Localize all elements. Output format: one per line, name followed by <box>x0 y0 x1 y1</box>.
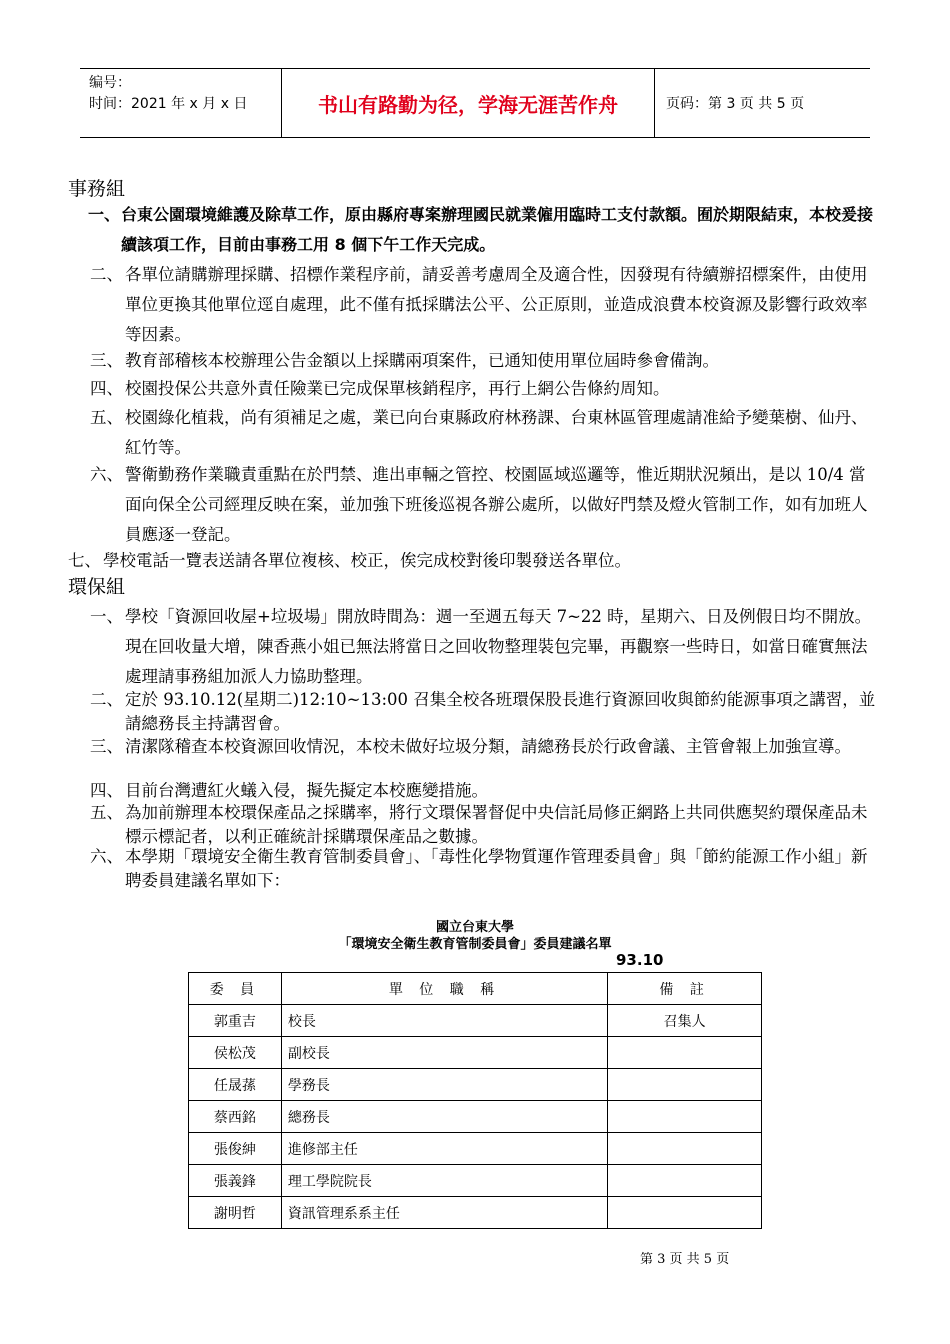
member-name: 張義鋒 <box>189 1165 282 1197</box>
page-header <box>80 68 870 138</box>
affairs-item-2 <box>90 260 880 350</box>
member-note <box>608 1165 762 1197</box>
item-text: 警衛勤務作業職責重點在於門禁、進出車輛之管控、校園區域巡邏等，惟近期狀況頻出，是以 10/4 當面向保全公司經理反映在案，並加強下班後巡視各辦公處所，以做好門禁及燈火管制工作，如有加班人員應逐一登記。 <box>125 465 868 544</box>
member-unit: 資訊管理系系主任 <box>281 1197 607 1229</box>
table-row <box>189 1069 762 1101</box>
item-text: 台東公園環境維護及除草工作，原由縣府專案辦理國民就業僱用臨時工支付款額。囿於期限結束，本校爰接續該項工作，目前由事務工用 8 個下午工作天完成。 <box>121 205 874 254</box>
item-number: 五、 <box>90 408 123 427</box>
member-name: 侯松茂 <box>189 1037 282 1069</box>
env-item-5 <box>90 801 880 849</box>
item-number: 一、 <box>90 607 123 626</box>
item-number: 四、 <box>90 781 123 800</box>
table-title: 「環境安全衛生教育管制委員會」委員建議名單 <box>338 937 612 952</box>
member-unit: 理工學院院長 <box>281 1165 607 1197</box>
env-item-4 <box>90 779 880 803</box>
item-text: 校園綠化植栽，尚有須補足之處，業已向台東縣政府林務課、台東林區管理處請准給予變葉樹、仙丹、紅竹等。 <box>125 408 868 457</box>
table-org: 國立台東大學 <box>435 920 514 935</box>
affairs-item-1 <box>88 200 878 260</box>
item-text: 教育部稽核本校辦理公告金額以上採購兩項案件，已通知使用單位屆時參會備詢。 <box>125 351 719 370</box>
member-note <box>608 1133 762 1165</box>
env-item-6 <box>90 845 880 893</box>
table-row <box>189 1165 762 1197</box>
env-item-3 <box>90 735 880 759</box>
member-unit: 進修部主任 <box>281 1133 607 1165</box>
member-note <box>608 1037 762 1069</box>
member-name: 郭重吉 <box>189 1005 282 1037</box>
item-text: 目前台灣遭紅火蟻入侵，擬先擬定本校應變措施。 <box>125 781 488 800</box>
item-number: 二、 <box>90 265 123 284</box>
env-item-2 <box>90 688 880 736</box>
member-note: 召集人 <box>608 1005 762 1037</box>
member-unit: 總務長 <box>281 1101 607 1133</box>
table-row <box>189 1133 762 1165</box>
item-number: 六、 <box>90 465 123 484</box>
col-header-member: 委 員 <box>189 973 282 1005</box>
item-number: 七、 <box>68 551 101 570</box>
member-note <box>608 1101 762 1133</box>
item-number: 二、 <box>90 690 123 709</box>
committee-table <box>188 972 762 1229</box>
col-header-note: 備 註 <box>608 973 762 1005</box>
item-number: 五、 <box>90 803 123 822</box>
table-row <box>189 1197 762 1229</box>
number-label: 编号： <box>89 75 131 91</box>
header-meta <box>80 69 282 137</box>
table-date: 93.10 <box>616 951 664 969</box>
table-row <box>189 1101 762 1133</box>
header-motto: 书山有路勤为径，学海无涯苦作舟 <box>282 69 655 137</box>
affairs-item-7 <box>68 546 888 576</box>
page-footer: 第 3 页 共 5 页 <box>640 1252 730 1267</box>
member-name: 謝明哲 <box>189 1197 282 1229</box>
member-note <box>608 1069 762 1101</box>
affairs-item-5 <box>90 403 880 463</box>
header-page-info: 页码：第 3 页 共 5 页 <box>666 96 805 112</box>
member-unit: 學務長 <box>281 1069 607 1101</box>
env-item-1 <box>90 602 880 692</box>
item-number: 一、 <box>88 205 121 224</box>
table-row <box>189 1005 762 1037</box>
table-header-row <box>189 973 762 1005</box>
item-number: 四、 <box>90 379 123 398</box>
item-text: 清潔隊稽查本校資源回收情況，本校未做好垃圾分類，請總務長於行政會議、主管會報上加強宣導。 <box>125 737 851 756</box>
item-text: 為加前辦理本校環保產品之採購率，將行文環保署督促中央信託局修正網路上共同供應契約環保產品未標示標記者，以利正確統計採購環保產品之數據。 <box>125 803 868 846</box>
affairs-item-3 <box>90 346 880 376</box>
section-title-affairs: 事務組 <box>68 178 126 200</box>
item-text: 各單位請購辦理採購、招標作業程序前，請妥善考慮周全及適合性，因發現有待續辦招標案件，由使用單位更換其他單位逕自處理，此不僅有抵採購法公平、公正原則，並造成浪費本校資源及影響行政效率等因素。 <box>125 265 868 344</box>
item-text: 本學期「環境安全衛生教育管制委員會」、「毒性化學物質運作管理委員會」與「節約能源工作小組」新聘委員建議名單如下： <box>125 847 868 890</box>
item-text: 校園投保公共意外責任險業已完成保單核銷程序，再行上網公告條約周知。 <box>125 379 670 398</box>
item-text: 定於 93.10.12(星期二)12:10~13:00 召集全校各班環保股長進行資源回收與節約能源事項之講習，並請總務長主持講習會。 <box>125 690 876 733</box>
item-number: 三、 <box>90 351 123 370</box>
item-number: 六、 <box>90 847 123 866</box>
affairs-item-6 <box>90 460 880 550</box>
member-name: 蔡西銘 <box>189 1101 282 1133</box>
member-unit: 副校長 <box>281 1037 607 1069</box>
section-title-env: 環保組 <box>68 576 126 598</box>
item-text: 學校電話一覽表送請各單位複核、校正，俟完成校對後印製發送各單位。 <box>103 551 631 570</box>
member-unit: 校長 <box>281 1005 607 1037</box>
table-row <box>189 1037 762 1069</box>
item-number: 三、 <box>90 737 123 756</box>
affairs-item-4 <box>90 374 880 404</box>
col-header-unit: 單 位 職 稱 <box>281 973 607 1005</box>
time-label: 时间：2021 年 x 月 x 日 <box>89 96 248 112</box>
member-name: 張俊紳 <box>189 1133 282 1165</box>
member-name: 任晟蓀 <box>189 1069 282 1101</box>
item-text: 學校「資源回收屋+垃圾場」開放時間為：週一至週五每天 7~22 時，星期六、日及例假日均不開放。現在回收量大增，陳香燕小姐已無法將當日之回收物整理裝包完畢，再觀察一些時日，如當日確實無法處理請事務組加派人力協助整理。 <box>125 607 872 686</box>
member-note <box>608 1197 762 1229</box>
